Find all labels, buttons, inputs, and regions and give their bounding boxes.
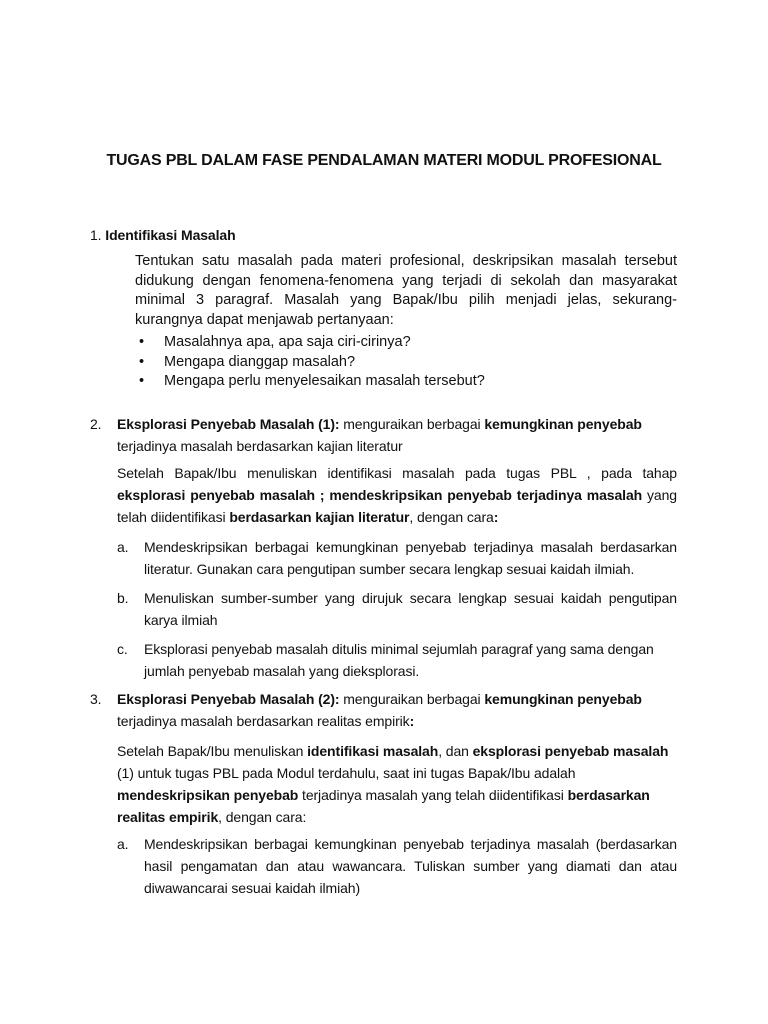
list-label-c: c. [117, 641, 128, 657]
section-1-heading [90, 224, 236, 246]
section-1-bullet-list [137, 333, 677, 392]
bullet-item: • Mengapa perlu menyelesaikan masalah tersebut? [137, 372, 677, 392]
section-1-title: Identifikasi Masalah [105, 227, 236, 243]
section-2-item-b: Menuliskan sumber-sumber yang dirujuk secara lengkap sesuai kaidah pengutipan karya ilmiah [144, 590, 677, 628]
section-2-item-c: Eksplorasi penyebab masalah ditulis minimal sejumlah paragraf yang sama dengan jumlah penyebab masalah yang dieksplorasi. [144, 641, 654, 679]
section-3-intro: Setelah Bapak/Ibu menuliskan identifikasi masalah, dan eksplorasi penyebab masalah (1) untuk tugas PBL pada Modul terdahulu, saat ini tugas Bapak/Ibu adalah mendeskripsikan penyebab terjadinya masalah yang telah diidentifikasi berdasarkan realitas empirik, dengan cara: [117, 743, 669, 825]
section-1-number: 1. [90, 227, 102, 243]
section-3-heading: Eksplorasi Penyebab Masalah (2): menguraikan berbagai kemungkinan penyebab terjadinya masalah berdasarkan realitas empirik: [117, 691, 642, 729]
section-3-title: Eksplorasi Penyebab Masalah (2): [117, 691, 340, 707]
section-3-number: 3. [90, 691, 102, 707]
bullet-item: • Mengapa dianggap masalah? [137, 353, 677, 373]
section-2-heading: Eksplorasi Penyebab Masalah (1): menguraikan berbagai kemungkinan penyebab terjadinya masalah berdasarkan kajian literatur [117, 416, 642, 454]
section-2-intro: Setelah Bapak/Ibu menuliskan identifikasi masalah pada tugas PBL , pada tahap eksplorasi penyebab masalah ; mendeskripsikan penyebab terjadinya masalah yang telah diidentifikasi berdasarkan kajian literatur, dengan cara: [117, 465, 677, 525]
list-label-a: a. [117, 836, 129, 852]
list-label-b: b. [117, 590, 129, 606]
section-2-item-a: Mendeskripsikan berbagai kemungkinan penyebab terjadinya masalah berdasarkan literatur. Gunakan cara pengutipan sumber secara lengkap sesuai kaidah ilmiah. [144, 539, 677, 577]
document-title: TUGAS PBL DALAM FASE PENDALAMAN MATERI MODUL PROFESIONAL [106, 152, 662, 169]
bullet-item: • Masalahnya apa, apa saja ciri-cirinya? [137, 333, 677, 353]
section-3-item-a: Mendeskripsikan berbagai kemungkinan penyebab terjadinya masalah (berdasarkan hasil pengamatan dan atau wawancara. Tuliskan sumber yang diamati dan atau diwawancarai sesuai kaidah ilmiah) [144, 836, 677, 896]
section-1-paragraph: Tentukan satu masalah pada materi profesional, deskripsikan masalah tersebut didukung dengan fenomena-fenomena yang terjadi di sekolah dan masyarakat minimal 3 paragraf. Masalah yang Bapak/Ibu pilih menjadi jelas, sekurang-kurangnya dapat menjawab pertanyaan: [135, 253, 677, 328]
section-2-number: 2. [90, 416, 102, 432]
section-2-title: Eksplorasi Penyebab Masalah (1): [117, 416, 340, 432]
list-label-a: a. [117, 539, 129, 555]
